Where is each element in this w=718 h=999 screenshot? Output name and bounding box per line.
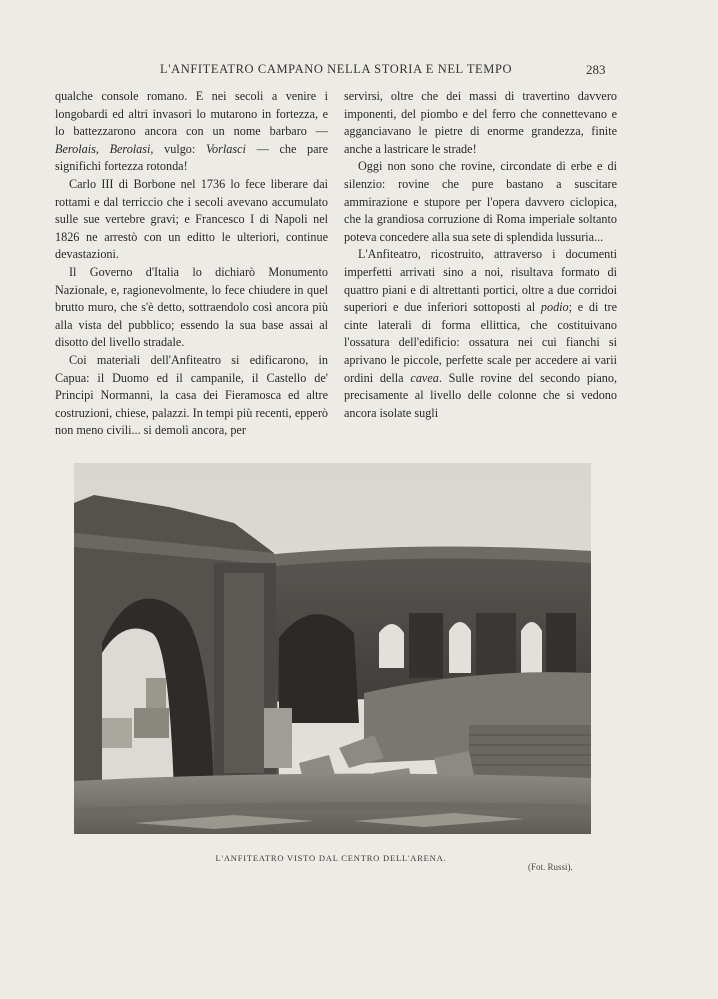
left-text-column [55,88,328,440]
paragraph: Carlo III di Borbone nel 1736 lo fece liberare dai rottami e dal terriccio che i secoli avevano accumulato sulle sue vertebre gravi; e Francesco I di Napoli nel 1826 ne arrestò con un editto le ulteriori, continue devastazioni. [55,176,328,262]
paragraph: Il Governo d'Italia lo dichiarò Monumento Nazionale, e, ragionevolmente, lo fece chiudere in quel brutto muro, che s'è detto, sottraendolo così ancora più alla vista del pubblico; essendo la sua base assai al disotto del livello stradale. [55,264,328,350]
paragraph: servirsi, oltre che dei massi di travertino davvero imponenti, del piombo e del ferro che connettevano e agganciavano le pietre di enorme grandezza, finite anche a lastricare le strade! [344,89,617,156]
right-text-column [344,88,617,422]
paragraph-text: — che pare significhi fortezza rotonda! [55,141,329,174]
photo-credit: (Fot. Russi). [528,862,573,872]
paragraph: Coi materiali dell'Anfiteatro si edificarono, in Capua: il Duomo ed il campanile, il Castello de' Principi Normanni, la casa dei Fieramosca ed altre costruzioni, chiese, palazzi. In tempi più recenti, epperò non meno civili... si demolì ancora, per [55,352,328,438]
figure-caption: L'ANFITEATRO VISTO DAL CENTRO DELL'ARENA. [215,853,447,863]
paragraph [55,88,328,176]
arch-opening [449,622,471,673]
italic-term: Berolais, Berolasi, [55,141,154,156]
paragraph-text: qualche console romano. E nei secoli a venire i longobardi ed altri invasori lo mutarono in fortezza, e lo battezzarono ancora con un nome barbaro — [55,89,328,139]
page-number: 283 [586,62,606,77]
italic-term: cavea [410,370,439,385]
photo-illustration [74,463,591,834]
italic-term: podio [540,300,569,315]
paragraph-text: ; e di tre cinte laterali di forma ellittica, che costituivano l'ossatura dell'edificio: ossatura nei cui fianchi si aprivano le piccole, perfette scale per accedere ai varii ordini della [344,300,617,385]
italic-term: Vorlasci [205,141,246,156]
arch-opening [521,622,542,673]
arch-opening [379,624,404,668]
amphitheatre-photograph [74,463,591,834]
brick-wall [469,725,591,780]
running-title: L'ANFITEATRO CAMPANO NELLA STORIA E NEL TEMPO [160,62,513,76]
paragraph [344,246,617,422]
paragraph-text: . Sulle rovine del secondo piano, precisamente al livello delle colonne che si vedono ancora isolate sugli [344,370,618,420]
paragraph-text: L'Anfiteatro, ricostruito, attraverso i documenti imperfetti arrivati sino a noi, risultava formato di quattro piani e di altrettanti portici, oltre a due corridoi superiori e due inferiori sottoposti al [344,247,617,315]
paragraph: Oggi non sono che rovine, circondate di erbe e di silenzio: rovine che pure bastano a suscitare ammirazione e stupore per l'opera davvero ciclopica, che la grandiosa corruzione di Roma imperiale soltanto poteva concedere alla sua sete di splendida lussuria... [344,159,617,244]
paragraph-text: vulgo: [153,141,206,156]
